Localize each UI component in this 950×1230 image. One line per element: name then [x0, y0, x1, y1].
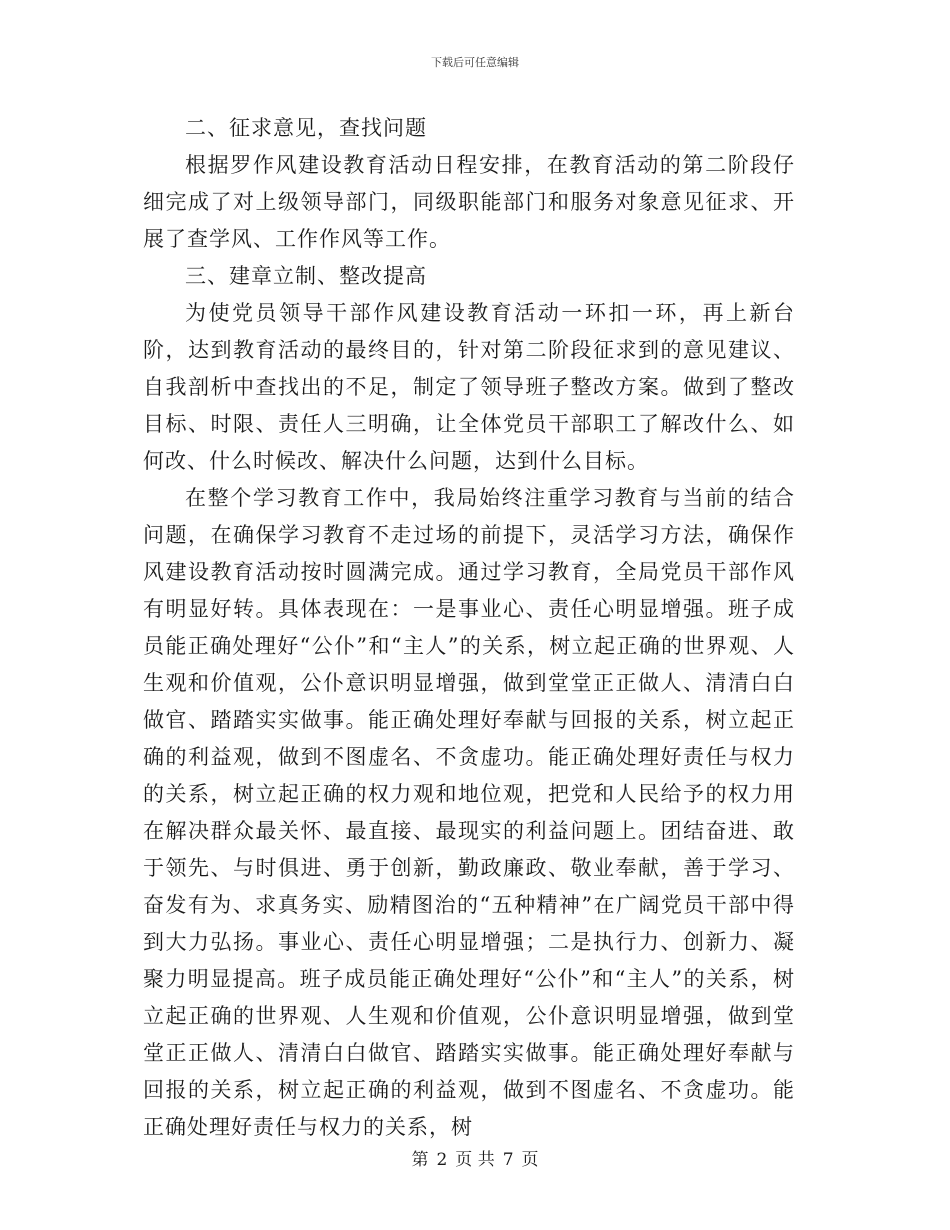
footer-suffix: 页	[521, 1150, 539, 1170]
footer-total-pages: 7	[502, 1150, 514, 1170]
section-heading-2: 二、征求意见，查找问题	[185, 116, 427, 140]
paragraph: 为使党员领导干部作风建设教育活动一环扣一环，再上新台阶，达到教育活动的最终目的，针对第二阶段征求到的意见建议、自我剖析中查找出的不足，制定了领导班子整改方案。做到了整改目标、时限、责任人三明确，让全体党员干部职工了解改什么、如何改、什么时候改、解决什么问题，达到什么目标。	[143, 301, 795, 473]
page-footer	[0, 1145, 950, 1170]
footer-page-number: 2	[436, 1150, 448, 1170]
document-body	[143, 110, 795, 1146]
footer-prefix: 第	[411, 1150, 429, 1170]
paragraph: 在整个学习教育工作中，我局始终注重学习教育与当前的结合问题，在确保学习教育不走过场的前提下，灵活学习方法，确保作风建设教育活动按时圆满完成。通过学习教育，全局党员干部作风有明显好转。具体表现在：一是事业心、责任心明显增强。班子成员能正确处理好“公仆”和“主人”的关系，树立起正确的世界观、人生观和价值观，公仆意识明显增强，做到堂堂正正做人、清清白白做官、踏踏实实做事。能正确处理好奉献与回报的关系，树立起正确的利益观，做到不图虚名、不贪虚功。能正确处理好责任与权力的关系，树立起正确的权力观和地位观，把党和人民给予的权力用在解决群众最关怀、最直接、最现实的利益问题上。团结奋进、敢于领先、与时俱进、勇于创新，勤政廉政、敬业奉献，善于学习、奋发有为、求真务实、励精图治的“五种精神”在广阔党员干部中得到大力弘扬。事业心、责任心明显增强；二是执行力、创新力、凝聚力明显提高。班子成员能正确处理好“公仆”和“主人”的关系，树立起正确的世界观、人生观和价值观，公仆意识明显增强，做到堂堂正正做人、清清白白做官、踏踏实实做事。能正确处理好奉献与回报的关系，树立起正确的利益观，做到不图虚名、不贪虚功。能正确处理好责任与权力的关系，树	[143, 486, 795, 1139]
footer-middle: 页 共	[455, 1150, 495, 1170]
section-heading-3: 三、建章立制、整改提高	[185, 264, 427, 288]
paragraph: 根据罗作风建设教育活动日程安排，在教育活动的第二阶段仔细完成了对上级领导部门，同级职能部门和服务对象意见征求、开展了查学风、工作作风等工作。	[143, 153, 795, 251]
page-header: 下载后可任意编辑	[431, 56, 519, 69]
